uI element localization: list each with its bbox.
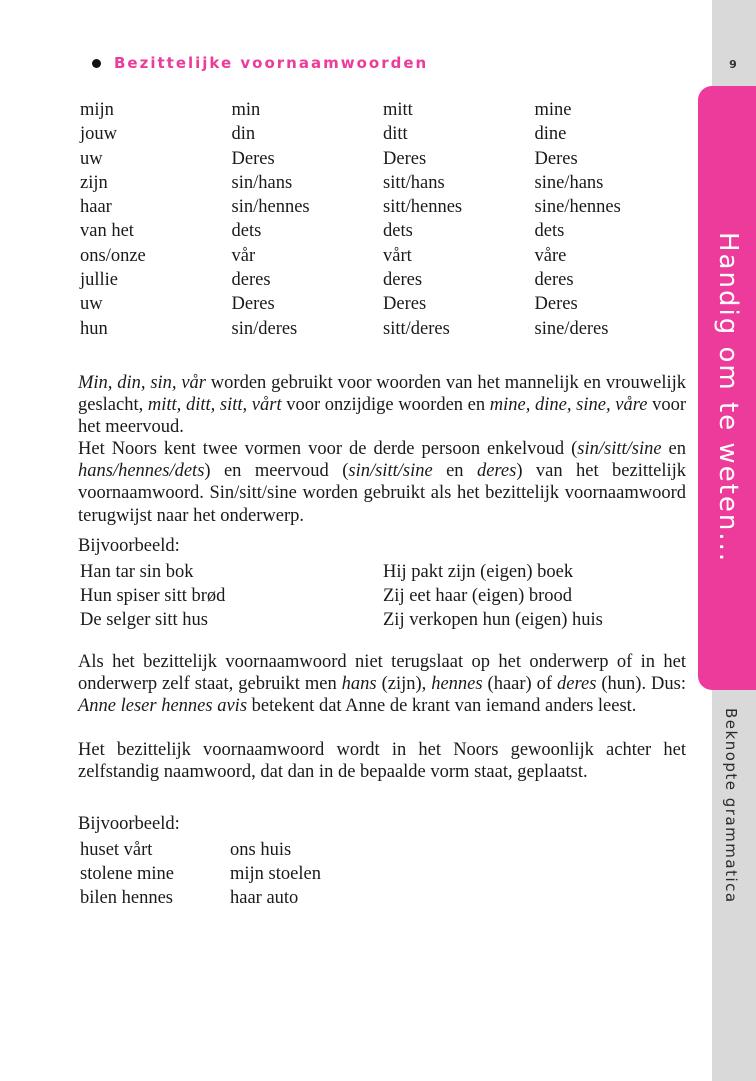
italic-term: hans/hennes/dets: [78, 461, 205, 482]
example-list: [80, 560, 683, 632]
section-title: Bezittelijke voornaamwoorden: [114, 54, 429, 72]
table-cell: dets: [383, 221, 413, 242]
example-label: Bijvoorbeeld:: [78, 536, 180, 556]
example-norwegian: huset vårt: [80, 840, 153, 860]
table-cell: deres: [534, 270, 574, 291]
section-heading: [92, 54, 428, 72]
page-number: 9: [729, 58, 737, 71]
example-row: [80, 838, 530, 862]
table-cell: sine/hans: [534, 172, 604, 193]
italic-term: Anne leser hennes avis: [78, 696, 248, 717]
table-cell: Deres: [383, 294, 427, 315]
table-cell: sin/hans: [231, 172, 293, 193]
table-row: [80, 317, 686, 341]
text-run: ) van het bezittelijk voornaamwoord. Sin/sitt/sine worden gebruikt als het bezittelijk voornaamwoord terugwijst naar het onderwerp.: [78, 461, 686, 526]
table-cell: Deres: [383, 148, 427, 169]
example-norwegian: De selger sitt hus: [80, 610, 208, 631]
table-cell: deres: [383, 270, 423, 291]
table-cell: sitt/hans: [383, 172, 445, 193]
paragraph-third-person: [78, 438, 686, 527]
table-row: [80, 98, 686, 122]
example-norwegian: Han tar sin bok: [80, 562, 194, 582]
paragraph-word-order: [78, 739, 686, 783]
table-cell: van het: [80, 221, 134, 242]
table-cell: din: [231, 124, 256, 145]
table-cell: uw: [80, 148, 103, 169]
table-cell: sitt/deres: [383, 318, 450, 339]
text-run: Het Noors kent twee vormen voor de derde persoon enkelvoud (: [78, 439, 578, 459]
table-cell: Deres: [231, 294, 275, 315]
table-cell: zijn: [80, 172, 108, 193]
table-cell: min: [231, 100, 261, 120]
table-cell: våre: [534, 245, 567, 266]
table-cell: Deres: [231, 148, 275, 169]
italic-term: sin/sitt/sine: [577, 439, 662, 459]
table-cell: sitt/hennes: [383, 197, 463, 218]
table-row: [80, 195, 686, 219]
table-cell: jouw: [80, 124, 117, 145]
table-row: [80, 268, 686, 292]
text-run: (haar) of: [482, 674, 558, 695]
paragraph-non-reflexive: [78, 651, 686, 718]
bullet-icon: [92, 59, 101, 68]
table-cell: uw: [80, 294, 103, 315]
example-norwegian: Hun spiser sitt brød: [80, 586, 226, 607]
table-row: [80, 219, 686, 243]
italic-term: mine, dine, sine, våre: [489, 395, 648, 416]
table-row: [80, 147, 686, 171]
table-cell: sine/hennes: [534, 197, 621, 218]
table-cell: Deres: [534, 148, 578, 169]
text-run: betekent dat Anne de krant van iemand anders leest.: [247, 696, 637, 717]
section-tab-label: Handig om te weten...: [713, 232, 743, 564]
italic-term: deres: [557, 674, 597, 695]
table-cell: ditt: [383, 124, 408, 145]
table-row: [80, 244, 686, 268]
example-dutch: haar auto: [230, 888, 299, 909]
italic-term: deres: [476, 461, 517, 482]
table-cell: Deres: [534, 294, 578, 315]
table-cell: vår: [231, 245, 256, 266]
table-cell: deres: [231, 270, 271, 291]
table-cell: dets: [231, 221, 262, 242]
example-label: Bijvoorbeeld:: [78, 814, 180, 834]
table-cell: vårt: [383, 245, 412, 266]
text-run: voor het meervoud.: [78, 395, 686, 438]
table-cell: jullie: [80, 270, 119, 291]
example-row: [80, 560, 683, 584]
table-row: [80, 292, 686, 316]
italic-term: sin/sitt/sine: [348, 461, 433, 482]
chapter-label: Beknopte grammatica: [722, 708, 740, 904]
example-dutch: ons huis: [230, 840, 292, 860]
example-list: [80, 838, 530, 910]
table-cell: dine: [534, 124, 567, 145]
example-row: [80, 608, 683, 632]
table-cell: sin/deres: [231, 318, 298, 339]
example-dutch: mijn stoelen: [230, 864, 321, 885]
table-row: [80, 171, 686, 195]
table-cell: hun: [80, 318, 108, 339]
example-norwegian: stolene mine: [80, 864, 175, 885]
text-run: Als het bezittelijk voornaamwoord niet terugslaat op het onderwerp of in het onderwerp zelf staat, gebruikt men: [78, 652, 686, 695]
example-row: [80, 886, 530, 910]
text-run: en: [661, 439, 687, 459]
example-dutch: Hij pakt zijn (eigen) boek: [383, 562, 574, 582]
italic-term: hans: [341, 674, 377, 695]
table-cell: sin/hennes: [231, 197, 310, 218]
example-row: [80, 862, 530, 886]
table-row: [80, 122, 686, 146]
italic-term: Min, din, sin, vår: [78, 373, 206, 393]
text-run: voor onzijdige woorden en: [281, 395, 490, 416]
table-cell: ons/onze: [80, 245, 146, 266]
italic-term: mitt, ditt, sitt, vårt: [147, 395, 282, 416]
table-cell: mijn: [80, 100, 114, 120]
table-cell: dets: [534, 221, 565, 242]
table-cell: mitt: [383, 100, 413, 120]
text-run: Het bezittelijk voornaamwoord wordt in het Noors gewoonlijk achter het zelfstandig naamwoord, dat dan in de bepaalde vorm staat, geplaatst.: [78, 740, 686, 783]
text-run: (hun). Dus:: [596, 674, 686, 695]
example-dutch: Zij eet haar (eigen) brood: [383, 586, 573, 607]
example-row: [80, 584, 683, 608]
text-run: en: [432, 461, 477, 482]
example-dutch: Zij verkopen hun (eigen) huis: [383, 610, 603, 631]
text-run: (zijn),: [376, 674, 432, 695]
text-run: worden gebruikt voor woorden van het mannelijk en vrouwelijk geslacht,: [78, 373, 686, 416]
table-cell: haar: [80, 197, 112, 218]
text-run: ) en meervoud (: [204, 461, 349, 482]
paragraph-gender-usage: [78, 372, 686, 439]
table-cell: sine/deres: [534, 318, 609, 339]
italic-term: hennes: [431, 674, 483, 695]
example-norwegian: bilen hennes: [80, 888, 173, 909]
table-cell: mine: [534, 100, 572, 120]
pronoun-table: [80, 98, 686, 341]
